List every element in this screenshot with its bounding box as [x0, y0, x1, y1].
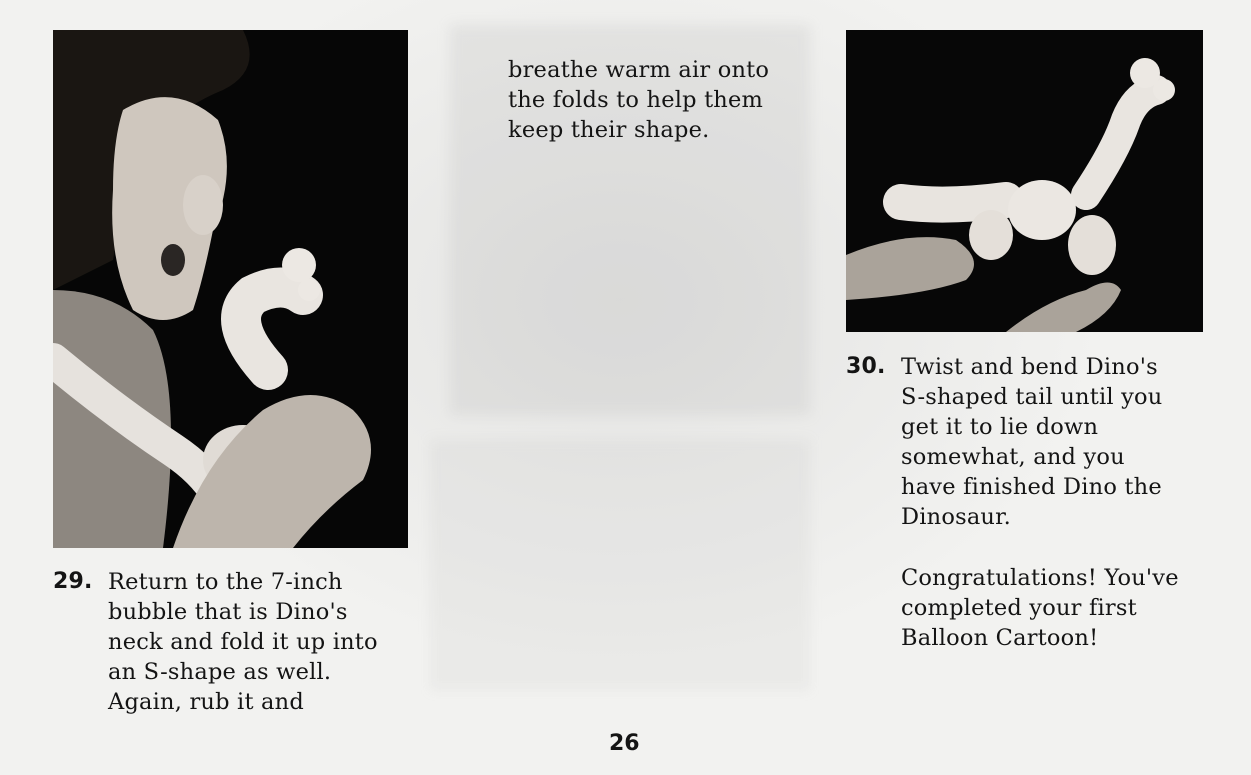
text-line: breathe warm air onto: [508, 57, 770, 83]
step-29: [53, 567, 423, 722]
text-line: have finished Dino the: [901, 474, 1162, 500]
congratulations-text: [901, 563, 1179, 653]
step-number: 29.: [53, 569, 93, 594]
text-line: Again, rub it and: [108, 689, 304, 715]
text-line: S-shaped tail until you: [901, 384, 1163, 410]
step-text: [901, 352, 1162, 532]
step-text: [108, 567, 378, 717]
text-line: Balloon Cartoon!: [901, 625, 1099, 651]
photo-step-29-illustration: [53, 30, 408, 548]
step-number: 30.: [846, 354, 886, 379]
photo-step-30: [846, 30, 1203, 332]
photo-step-29: [53, 30, 408, 548]
photo-step-30-illustration: [846, 30, 1203, 332]
page-number: 26: [609, 731, 640, 756]
text-line: Congratulations! You've: [901, 565, 1179, 591]
text-line: bubble that is Dino's: [108, 599, 348, 625]
text-line: the folds to help them: [508, 87, 764, 113]
show-through-text: [430, 440, 810, 690]
text-line: somewhat, and you: [901, 444, 1125, 470]
text-line: Dinosaur.: [901, 504, 1011, 530]
text-line: get it to lie down: [901, 414, 1099, 440]
text-line: completed your first: [901, 595, 1137, 621]
text-line: keep their shape.: [508, 117, 710, 143]
text-line: an S-shape as well.: [108, 659, 332, 685]
text-line: Twist and bend Dino's: [901, 354, 1158, 380]
middle-column-text: [508, 55, 769, 145]
step-30: [846, 352, 1246, 537]
text-line: neck and fold it up into: [108, 629, 378, 655]
text-line: Return to the 7-inch: [108, 569, 343, 595]
